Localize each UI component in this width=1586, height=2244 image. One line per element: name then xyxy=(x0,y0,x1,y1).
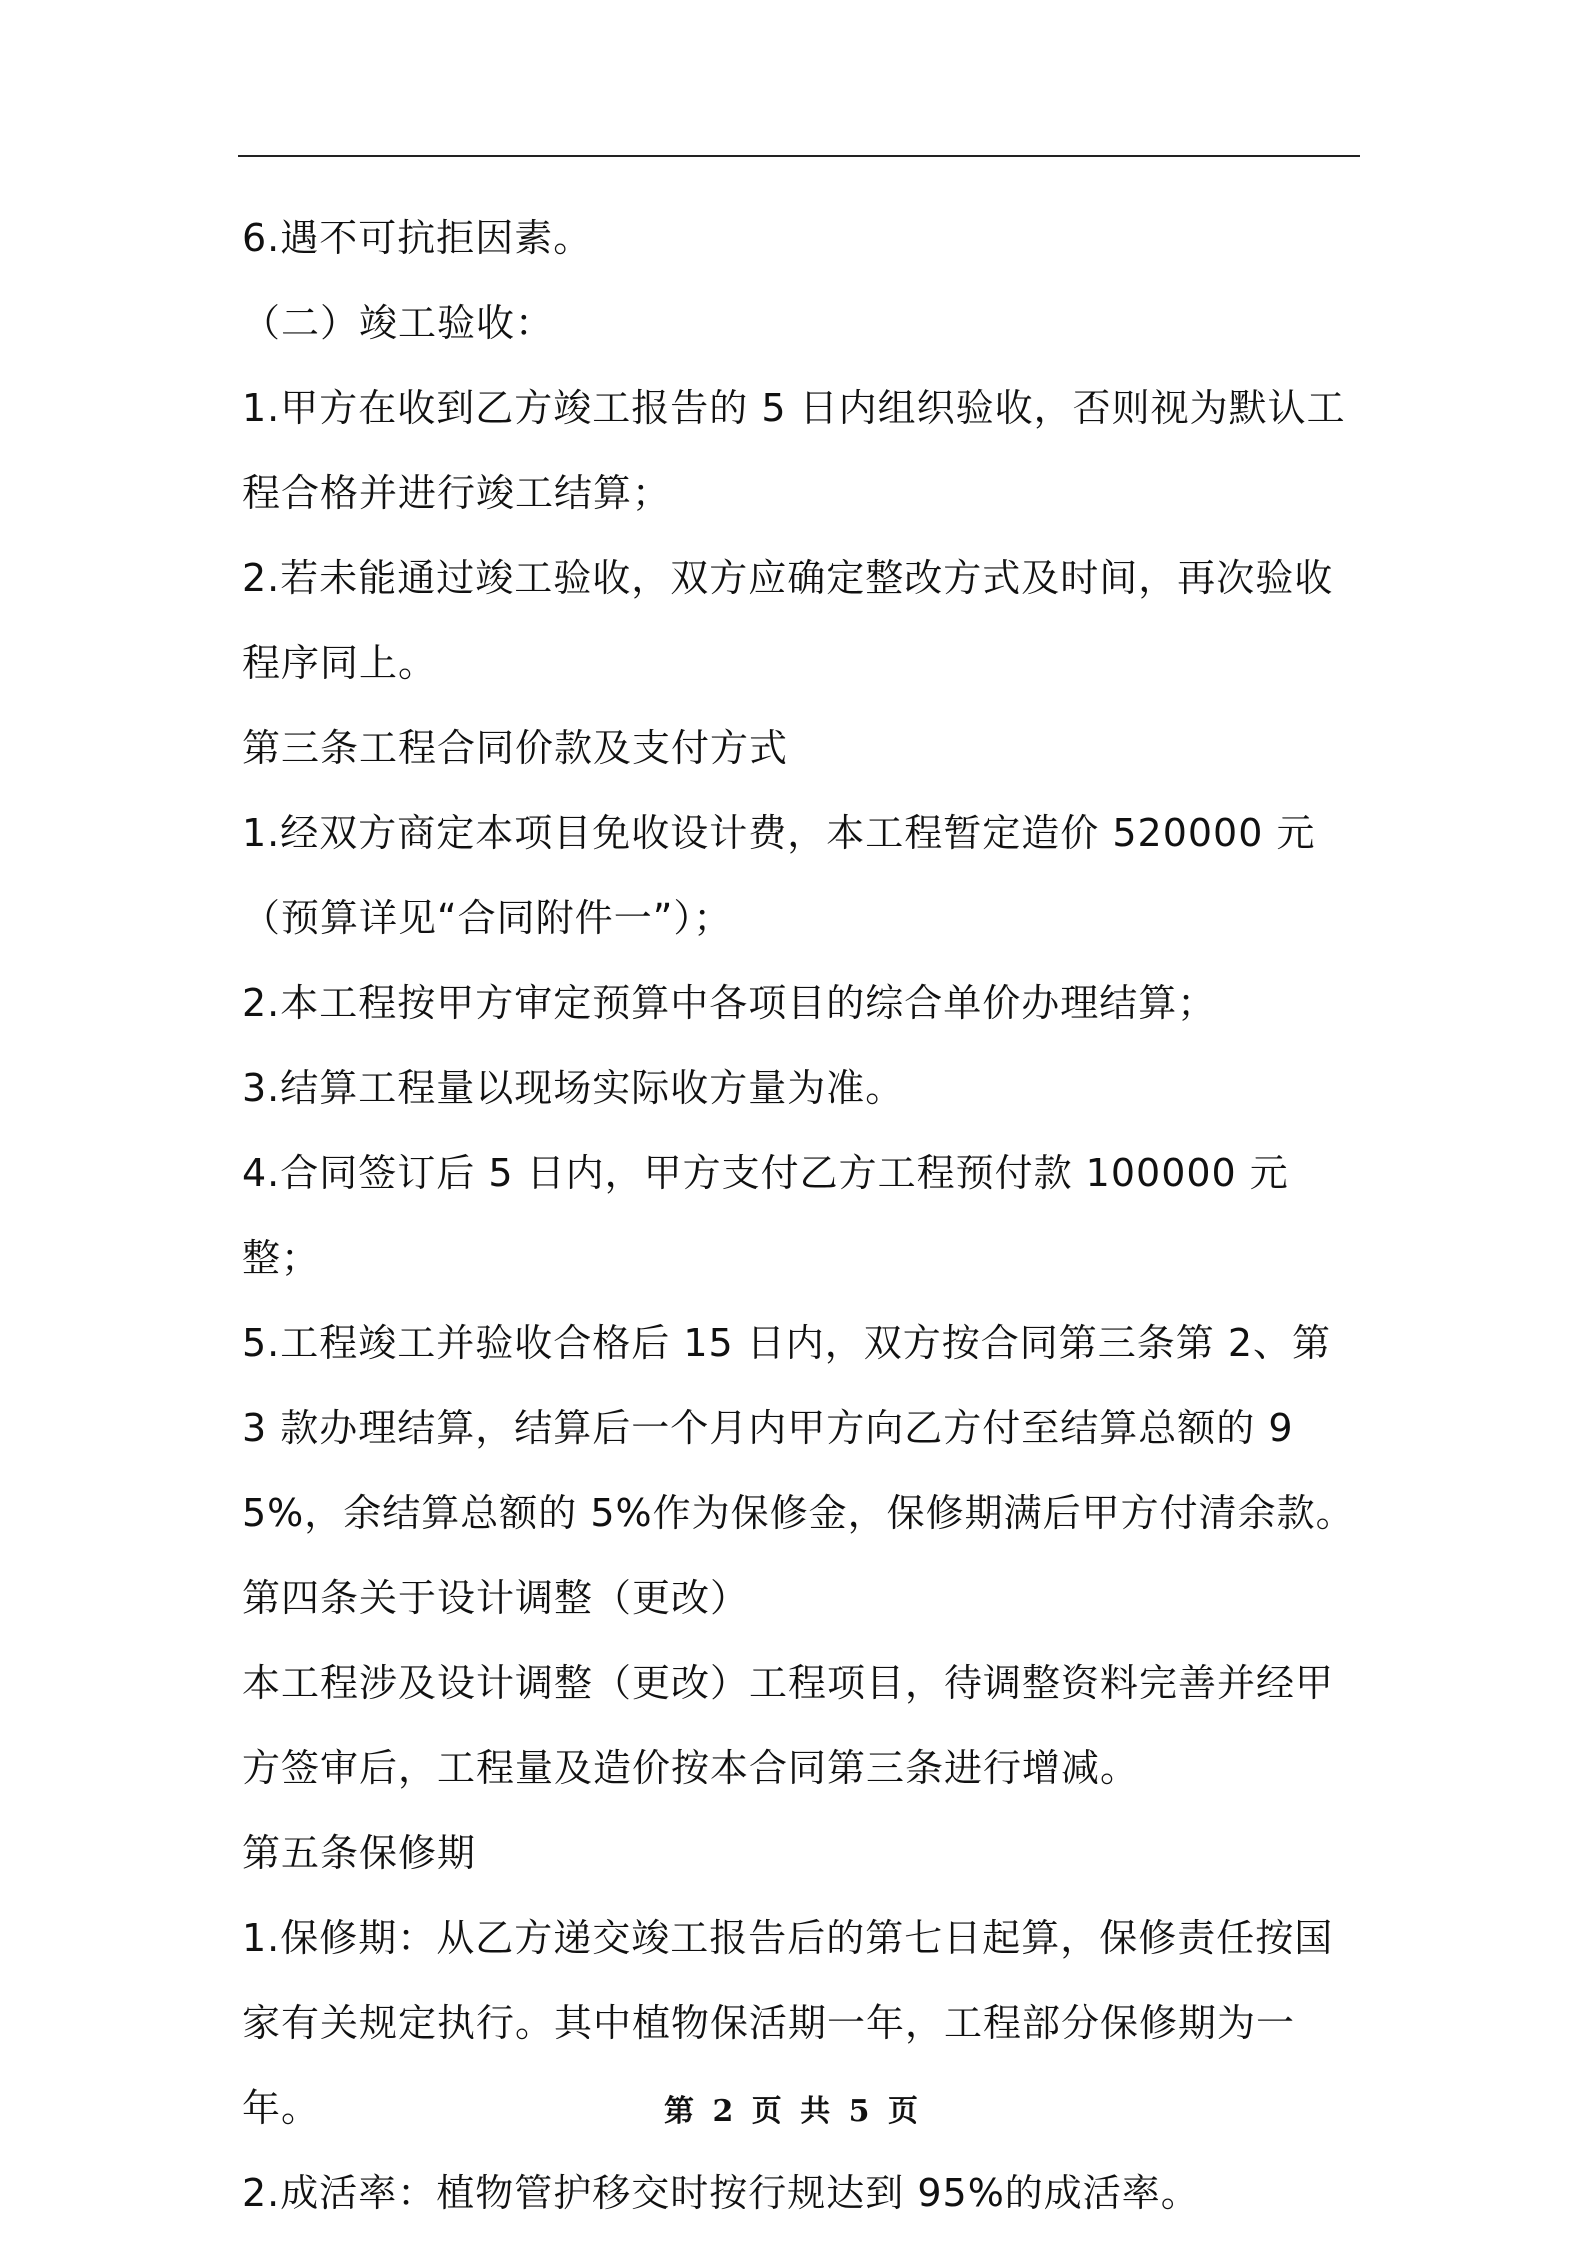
page-number: 第 2 页 共 5 页 xyxy=(664,2094,922,2129)
paragraph-warranty-1: 1.保修期：从乙方递交竣工报告后的第七日起算，保修责任按国家有关规定执行。其中植物保活期一年，工程部分保修期为一年。 xyxy=(242,1916,1334,2130)
paragraph-warranty-2: 2.成活率：植物管护移交时按行规达到 95%的成活率。 xyxy=(242,2171,1200,2215)
paragraph-force-majeure: 6.遇不可抗拒因素。 xyxy=(242,216,593,260)
paragraph-price-4: 4.合同签订后 5 日内，甲方支付乙方工程预付款 100000 元整； xyxy=(242,1151,1289,1280)
article-4-heading: 第四条关于设计调整（更改） xyxy=(242,1576,750,1620)
paragraph-acceptance-2: 2.若未能通过竣工验收，双方应确定整改方式及时间，再次验收程序同上。 xyxy=(242,556,1334,685)
paragraph-acceptance-1: 1.甲方在收到乙方竣工报告的 5 日内组织验收，否则视为默认工程合格并进行竣工结算； xyxy=(242,386,1346,515)
article-5-heading: 第五条保修期 xyxy=(242,1831,477,1875)
section-completion-acceptance: （二）竣工验收： xyxy=(242,301,555,345)
paragraph-price-1: 1.经双方商定本项目免收设计费，本工程暂定造价 520000 元（预算详见“合同附件一”）； xyxy=(242,811,1316,940)
paragraph-price-2: 2.本工程按甲方审定预算中各项目的综合单价办理结算； xyxy=(242,981,1217,1025)
paragraph-design-change: 本工程涉及设计调整（更改）工程项目，待调整资料完善并经甲方签审后，工程量及造价按本合同第三条进行增减。 xyxy=(242,1661,1335,1790)
paragraph-price-5: 5.工程竣工并验收合格后 15 日内，双方按合同第三条第 2、第 3 款办理结算，结算后一个月内甲方向乙方付至结算总额的 95%，余结算总额的 5%作为保修金，保修期满后甲方付清余款。 xyxy=(242,1321,1355,1535)
article-3-heading: 第三条工程合同价款及支付方式 xyxy=(242,726,789,770)
paragraph-price-3: 3.结算工程量以现场实际收方量为准。 xyxy=(242,1066,905,1110)
document-body xyxy=(242,196,1362,2236)
header-rule xyxy=(238,155,1360,157)
